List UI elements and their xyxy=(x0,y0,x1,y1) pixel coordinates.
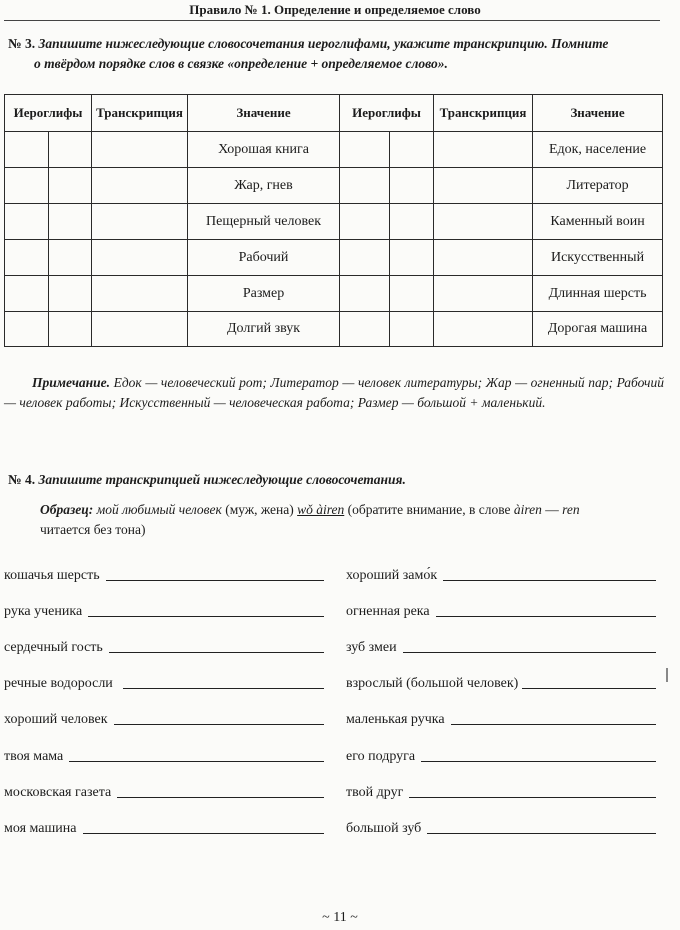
header-transcription-2: Транскрипция xyxy=(434,95,533,132)
answer-line[interactable] xyxy=(83,833,325,834)
sample-gloss: (муж, жена) xyxy=(225,502,294,517)
meaning-cell: Дорогая машина xyxy=(533,312,663,347)
task-4-number: № 4. xyxy=(8,472,36,487)
transcription-cell[interactable] xyxy=(434,168,533,204)
hieroglyph-cell[interactable] xyxy=(340,204,390,240)
transcription-cell[interactable] xyxy=(434,132,533,168)
transcription-cell[interactable] xyxy=(92,312,188,347)
hieroglyph-cell[interactable] xyxy=(49,132,92,168)
answer-line[interactable] xyxy=(427,833,656,834)
hieroglyph-cell[interactable] xyxy=(390,240,434,276)
hieroglyph-cell[interactable] xyxy=(5,132,49,168)
header-hieroglyphs: Иероглифы xyxy=(5,95,92,132)
field-label: твой друг xyxy=(346,785,404,800)
note-label: Примечание. xyxy=(32,375,111,390)
hieroglyph-cell[interactable] xyxy=(340,276,390,312)
answer-field-right xyxy=(346,779,656,801)
sample-word-2: ren xyxy=(562,502,580,517)
meaning-cell: Литератор xyxy=(533,168,663,204)
task-4-text: Запишите транскрипцией нижеследующие словосочетания. xyxy=(38,472,406,487)
field-label: взрослый (большой человек) xyxy=(346,676,519,691)
page-header: Правило № 1. Определение и определяемое слово xyxy=(189,2,481,17)
sample-block xyxy=(40,500,665,540)
field-label: огненная река xyxy=(346,604,430,619)
field-label: кошачья шерсть xyxy=(4,568,100,583)
field-label: зуб змеи xyxy=(346,640,397,655)
answer-line[interactable] xyxy=(451,724,656,725)
header-transcription: Транскрипция xyxy=(92,95,188,132)
hieroglyph-cell[interactable] xyxy=(340,240,390,276)
answer-field-left xyxy=(4,779,324,801)
answer-line[interactable] xyxy=(421,761,656,762)
sample-note-1: (обратите внимание, в слове xyxy=(347,502,511,517)
hieroglyph-cell[interactable] xyxy=(390,204,434,240)
transcription-cell[interactable] xyxy=(434,312,533,347)
answer-field-left xyxy=(4,706,324,728)
meaning-cell: Длинная шерсть xyxy=(533,276,663,312)
answer-line[interactable] xyxy=(117,797,324,798)
answer-field-left xyxy=(4,743,324,765)
hieroglyph-cell[interactable] xyxy=(5,168,49,204)
meaning-cell: Искусственный xyxy=(533,240,663,276)
field-label: твоя мама xyxy=(4,749,64,764)
hieroglyph-cell[interactable] xyxy=(5,240,49,276)
sample-dash: — xyxy=(545,502,559,517)
answer-line[interactable] xyxy=(436,616,656,617)
sample-word: àiren xyxy=(513,502,542,517)
hieroglyph-cell[interactable] xyxy=(49,240,92,276)
answer-field-right xyxy=(346,634,656,656)
hieroglyph-cell[interactable] xyxy=(49,276,92,312)
hieroglyph-cell[interactable] xyxy=(340,168,390,204)
transcription-cell[interactable] xyxy=(92,240,188,276)
hieroglyph-cell[interactable] xyxy=(340,132,390,168)
answer-field-right xyxy=(346,598,656,620)
answer-line[interactable] xyxy=(443,580,656,581)
task-3-instruction-line2: о твёрдом порядке слов в связке «определение + определяемое слово». xyxy=(34,56,448,71)
field-label: московская газета xyxy=(4,785,112,800)
table-row xyxy=(5,312,663,347)
sample-label: Образец: xyxy=(40,502,94,517)
header-meaning: Значение xyxy=(188,95,340,132)
answer-field-right xyxy=(346,815,656,837)
answer-field-left xyxy=(4,815,324,837)
answer-line[interactable] xyxy=(123,688,324,689)
sample-note-2: читается без тона) xyxy=(40,522,146,537)
hieroglyph-cell[interactable] xyxy=(390,276,434,312)
header-rule xyxy=(4,20,660,21)
note-paragraph xyxy=(4,373,664,413)
table-row xyxy=(5,132,663,168)
hieroglyph-cell[interactable] xyxy=(49,168,92,204)
hieroglyph-cell[interactable] xyxy=(49,204,92,240)
scan-mark xyxy=(666,668,668,682)
field-label: хороший замо́к xyxy=(346,568,438,583)
transcription-cell[interactable] xyxy=(434,204,533,240)
meaning-cell: Хорошая книга xyxy=(188,132,340,168)
answer-line[interactable] xyxy=(114,724,324,725)
answer-line[interactable] xyxy=(88,616,324,617)
meaning-cell: Размер xyxy=(188,276,340,312)
answer-field-right xyxy=(346,743,656,765)
header-hieroglyphs-2: Иероглифы xyxy=(340,95,434,132)
sample-phrase: мой любимый человек xyxy=(96,502,222,517)
note-text: Едок — человеческий рот; Литератор — человек литературы; Жар — огненный пар; Рабочий — человек работы; Искусственный — человеческая работа; Размер — большой + маленький. xyxy=(4,375,664,410)
hieroglyph-cell[interactable] xyxy=(5,312,49,347)
meaning-cell: Каменный воин xyxy=(533,204,663,240)
meaning-cell: Долгий звук xyxy=(188,312,340,347)
vocabulary-table xyxy=(4,94,663,347)
transcription-cell[interactable] xyxy=(434,240,533,276)
hieroglyph-cell[interactable] xyxy=(390,132,434,168)
table-row xyxy=(5,168,663,204)
field-label: большой зуб xyxy=(346,821,422,836)
task-4-instruction xyxy=(8,470,668,490)
table-row xyxy=(5,240,663,276)
answer-line[interactable] xyxy=(522,688,656,689)
hieroglyph-cell[interactable] xyxy=(390,312,434,347)
field-label: рука ученика xyxy=(4,604,83,619)
table-header-row xyxy=(5,95,663,132)
hieroglyph-cell[interactable] xyxy=(49,312,92,347)
answer-line[interactable] xyxy=(109,652,324,653)
field-label: сердечный гость xyxy=(4,640,103,655)
hieroglyph-cell[interactable] xyxy=(390,168,434,204)
field-label: моя машина xyxy=(4,821,77,836)
meaning-cell: Жар, гнев xyxy=(188,168,340,204)
answer-field-right xyxy=(346,706,656,728)
page-number: ~ 11 ~ xyxy=(322,910,358,925)
answer-line[interactable] xyxy=(403,652,656,653)
table-row xyxy=(5,276,663,312)
meaning-cell: Пещерный человек xyxy=(188,204,340,240)
transcription-cell[interactable] xyxy=(92,204,188,240)
field-label: речные водоросли xyxy=(4,676,113,691)
answer-field-left xyxy=(4,598,324,620)
transcription-cell[interactable] xyxy=(92,276,188,312)
field-label: маленькая ручка xyxy=(346,712,445,727)
answer-field-right xyxy=(346,670,656,692)
transcription-cell[interactable] xyxy=(92,168,188,204)
field-label: хороший человек xyxy=(4,712,108,727)
answer-field-left xyxy=(4,670,324,692)
answer-line[interactable] xyxy=(409,797,656,798)
hieroglyph-cell[interactable] xyxy=(340,312,390,347)
answer-line[interactable] xyxy=(69,761,324,762)
answer-field-left xyxy=(4,562,324,584)
hieroglyph-cell[interactable] xyxy=(5,276,49,312)
task-3-text: Запишите нижеследующие словосочетания иероглифами, укажите транскрипцию. Помните xyxy=(38,36,609,51)
meaning-cell: Рабочий xyxy=(188,240,340,276)
transcription-cell[interactable] xyxy=(434,276,533,312)
hieroglyph-cell[interactable] xyxy=(5,204,49,240)
sample-transcription: wǒ àiren xyxy=(297,502,345,517)
header-meaning-2: Значение xyxy=(533,95,663,132)
field-label: его подруга xyxy=(346,749,416,764)
table-row xyxy=(5,204,663,240)
task-3-instruction xyxy=(8,34,668,54)
meaning-cell: Едок, население xyxy=(533,132,663,168)
task-3-number: № 3. xyxy=(8,36,36,51)
answer-field-right xyxy=(346,562,656,584)
answer-line[interactable] xyxy=(106,580,324,581)
transcription-cell[interactable] xyxy=(92,132,188,168)
answer-field-left xyxy=(4,634,324,656)
